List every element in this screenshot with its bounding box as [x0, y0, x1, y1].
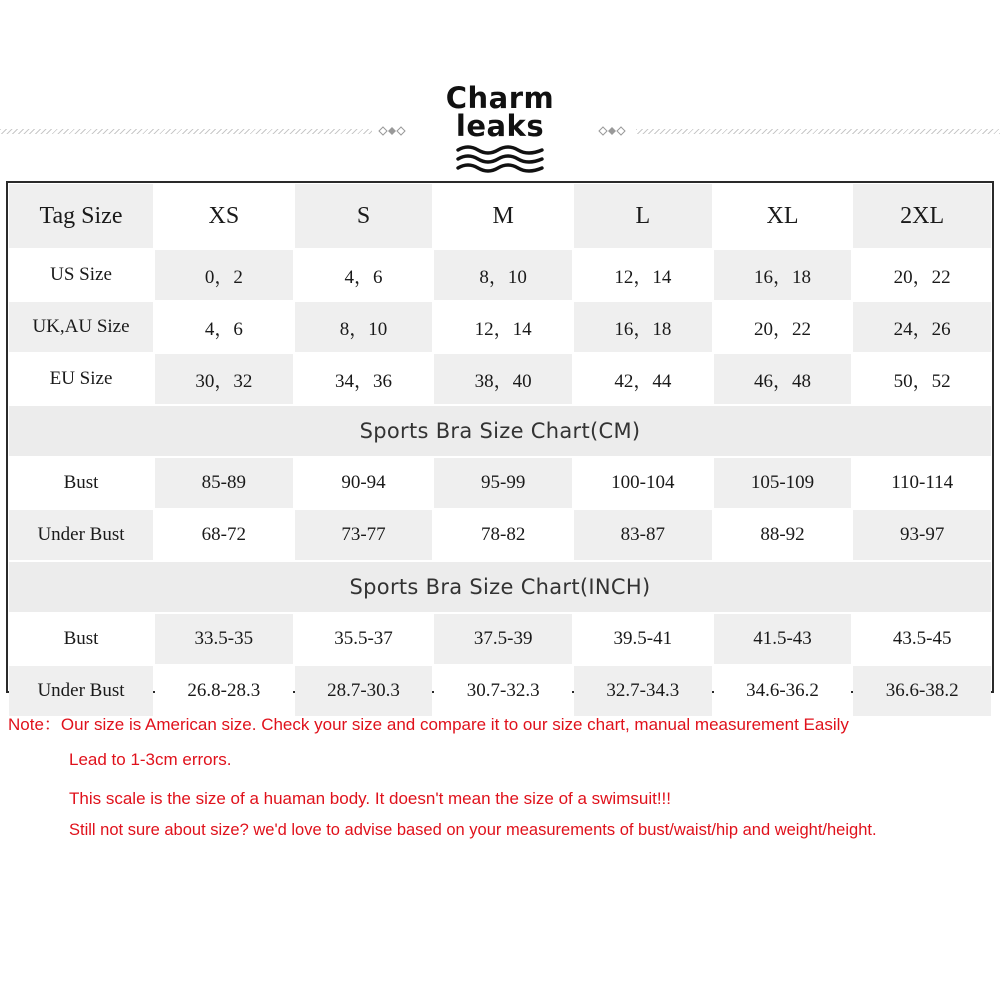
header-cell-m: M: [434, 184, 572, 248]
table-cell: 24，26: [853, 302, 991, 352]
table-cell: 83-87: [574, 510, 712, 560]
table-cell: 85-89: [155, 458, 293, 508]
table-cell: 93-97: [853, 510, 991, 560]
row-label-bust-cm: Bust: [9, 458, 153, 508]
table-cell: 8，10: [295, 302, 433, 352]
table-cell: 28.7-30.3: [295, 666, 433, 716]
table-cell: 30，32: [155, 354, 293, 404]
waves-icon: [456, 144, 544, 174]
header-cell-2xl: 2XL: [853, 184, 991, 248]
row-label-under-bust-cm: Under Bust: [9, 510, 153, 560]
row-label-us-size: US Size: [9, 250, 153, 300]
header: [0, 0, 1000, 180]
header-cell-xl: XL: [714, 184, 852, 248]
row-label-uk-au-size: UK,AU Size: [9, 302, 153, 352]
table-cell: 12，14: [574, 250, 712, 300]
table-cell: 42，44: [574, 354, 712, 404]
note-text-4: Still not sure about size? we'd love to advise based on your measurements of bust/waist/hip and weight/height.: [69, 821, 877, 839]
row-label-under-bust-inch: Under Bust: [9, 666, 153, 716]
table-cell: 26.8-28.3: [155, 666, 293, 716]
decorative-line-left: [0, 129, 372, 134]
table-cell: 78-82: [434, 510, 572, 560]
table-cell: 34.6-36.2: [714, 666, 852, 716]
header-cell-tag-size: Tag Size: [9, 184, 153, 248]
table-cell: 110-114: [853, 458, 991, 508]
table-cell: 36.6-38.2: [853, 666, 991, 716]
table-cell: 0，2: [155, 250, 293, 300]
table-cell: 39.5-41: [574, 614, 712, 664]
note-text-2: Lead to 1-3cm errors.: [69, 750, 232, 769]
table-cell: 12，14: [434, 302, 572, 352]
table-cell: 35.5-37: [295, 614, 433, 664]
table-cell: 4，6: [155, 302, 293, 352]
table-cell: 43.5-45: [853, 614, 991, 664]
header-cell-xs: XS: [155, 184, 293, 248]
brand-logo-line2: leaks: [455, 109, 545, 143]
diamond-ornament-left-icon: [376, 125, 410, 137]
decorative-line-right: [636, 129, 1000, 134]
note-text-3: This scale is the size of a huaman body. It doesn't mean the size of a swimsuit!!!: [69, 789, 671, 808]
table-cell: 16，18: [714, 250, 852, 300]
table-cell: 41.5-43: [714, 614, 852, 664]
header-cell-s: S: [295, 184, 433, 248]
section-title-cm: Sports Bra Size Chart(CM): [9, 406, 991, 456]
row-label-bust-inch: Bust: [9, 614, 153, 664]
table-cell: 16，18: [574, 302, 712, 352]
table-cell: 90-94: [295, 458, 433, 508]
table-cell: 34，36: [295, 354, 433, 404]
table-cell: 20，22: [714, 302, 852, 352]
table-cell: 46，48: [714, 354, 852, 404]
table-cell: 37.5-39: [434, 614, 572, 664]
size-chart-table: [6, 181, 994, 701]
table-cell: 20，22: [853, 250, 991, 300]
brand-logo-line1: Charm: [445, 81, 555, 115]
table-cell: 100-104: [574, 458, 712, 508]
section-title-inch: Sports Bra Size Chart(INCH): [9, 562, 991, 612]
brand-logo: [436, 81, 564, 174]
table-cell: 33.5-35: [155, 614, 293, 664]
note-prefix: Note：: [8, 715, 61, 734]
table-cell: 88-92: [714, 510, 852, 560]
table-cell: 73-77: [295, 510, 433, 560]
table-cell: 32.7-34.3: [574, 666, 712, 716]
table-cell: 4，6: [295, 250, 433, 300]
header-cell-l: L: [574, 184, 712, 248]
table-cell: 105-109: [714, 458, 852, 508]
row-label-eu-size: EU Size: [9, 354, 153, 404]
note-line-1: [8, 714, 849, 736]
table-cell: 68-72: [155, 510, 293, 560]
table-cell: 30.7-32.3: [434, 666, 572, 716]
diamond-ornament-right-icon: [596, 125, 630, 137]
table-cell: 8，10: [434, 250, 572, 300]
table-cell: 50，52: [853, 354, 991, 404]
table-cell: 38，40: [434, 354, 572, 404]
note-text-1: Our size is American size. Check your size and compare it to our size chart, manual measurement Easily: [60, 715, 849, 734]
table-cell: 95-99: [434, 458, 572, 508]
